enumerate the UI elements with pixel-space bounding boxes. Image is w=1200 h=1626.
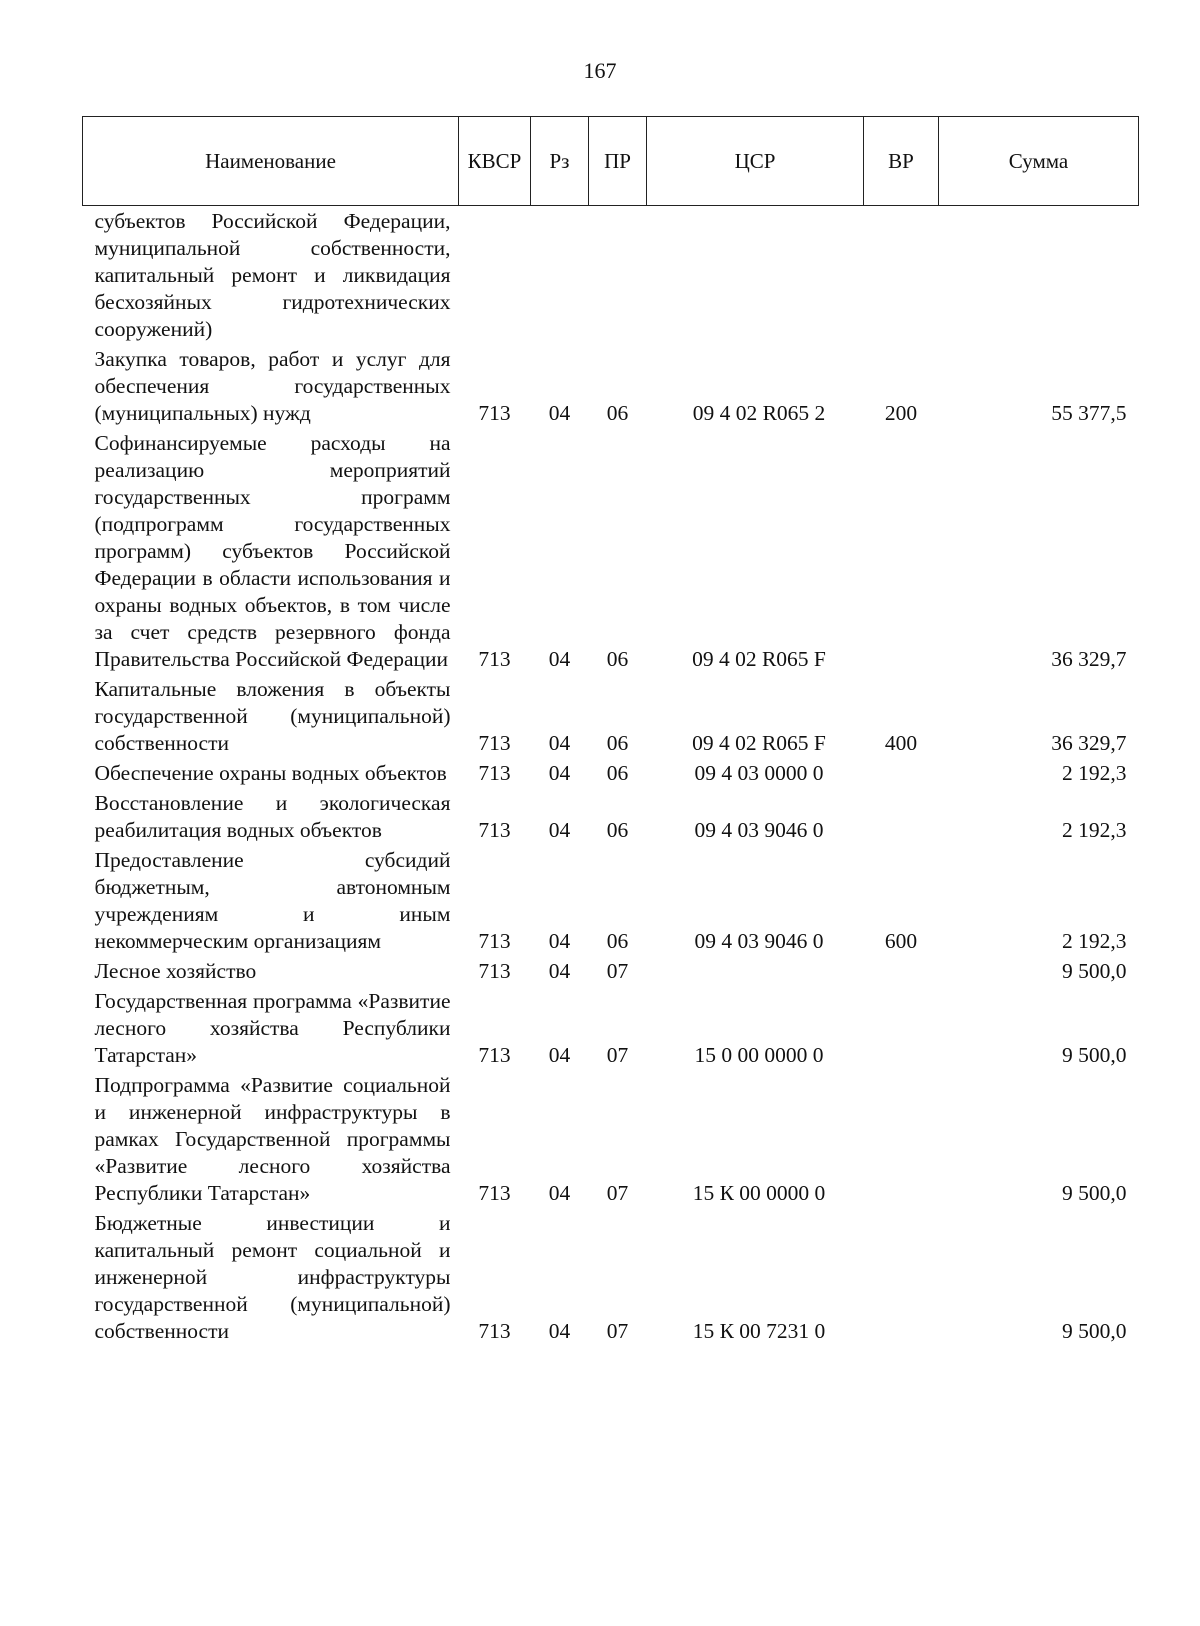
row-kvsr: 713 [478, 731, 511, 755]
row-name: Софинансируемые расходы на реализацию мероприятий государственных программ (подпрограмм государственных программ) субъектов Российской Федерации в области использования и охраны водных объектов, в том числе за счет средств резервного фонда Правительства Российской Федерации [94, 431, 451, 671]
row-kvsr: 713 [478, 1181, 511, 1205]
row-rz: 04 [548, 818, 571, 842]
table-row [83, 790, 1139, 847]
row-csr: 09 4 03 9046 0 [694, 929, 824, 953]
header-name: Наименование [83, 117, 459, 206]
row-csr: 15 0 00 0000 0 [694, 1043, 824, 1067]
row-pr: 06 [606, 647, 629, 671]
table-row [83, 847, 1139, 958]
row-pr: 06 [606, 401, 629, 425]
row-pr: 07 [606, 959, 629, 983]
row-sum [939, 206, 1139, 347]
row-pr: 07 [606, 1319, 629, 1343]
row-rz: 04 [548, 761, 571, 785]
row-rz: 04 [548, 1043, 571, 1067]
header-rz: Рз [531, 117, 589, 206]
row-rz: 04 [548, 647, 571, 671]
row-name: Обеспечение охраны водных объектов [94, 761, 447, 785]
table-row [83, 1072, 1139, 1210]
row-csr: 09 4 03 0000 0 [694, 761, 824, 785]
row-csr [647, 958, 864, 988]
row-kvsr: 713 [478, 761, 511, 785]
row-sum: 2 192,3 [1062, 818, 1127, 842]
row-pr: 06 [606, 818, 629, 842]
table-body [83, 206, 1139, 1349]
row-sum: 36 329,7 [1051, 731, 1127, 755]
row-pr: 06 [606, 761, 629, 785]
table-row [83, 958, 1139, 988]
row-kvsr: 713 [478, 959, 511, 983]
row-csr [647, 206, 864, 347]
row-vr [864, 1210, 939, 1348]
row-vr [864, 760, 939, 790]
row-csr: 09 4 02 R065 2 [692, 401, 826, 425]
header-csr: ЦСР [647, 117, 864, 206]
row-csr: 15 К 00 0000 0 [692, 1181, 826, 1205]
row-pr: 07 [606, 1181, 629, 1205]
row-name: Восстановление и экологическая реабилитация водных объектов [94, 791, 451, 842]
row-name: Предоставление субсидий бюджетным, автономным учреждениям и иным некоммерческим организациям [94, 848, 451, 953]
row-rz: 04 [548, 1181, 571, 1205]
row-sum: 9 500,0 [1062, 1319, 1127, 1343]
header-vr: ВР [864, 117, 939, 206]
row-vr: 600 [884, 929, 918, 953]
row-rz: 04 [548, 401, 571, 425]
header-sum: Сумма [939, 117, 1139, 206]
row-vr [864, 988, 939, 1072]
row-rz: 04 [548, 731, 571, 755]
row-vr: 400 [884, 731, 918, 755]
row-vr [864, 430, 939, 676]
row-csr: 09 4 02 R065 F [692, 731, 826, 755]
row-name: Государственная программа «Развитие лесного хозяйства Республики Татарстан» [94, 989, 451, 1067]
table-row [83, 206, 1139, 347]
row-name: Бюджетные инвестиции и капитальный ремонт социальной и инженерной инфраструктуры государственной (муниципальной) собственности [94, 1211, 451, 1343]
row-kvsr: 713 [478, 401, 511, 425]
row-rz: 04 [548, 1319, 571, 1343]
row-kvsr: 713 [478, 929, 511, 953]
table-row [83, 1210, 1139, 1348]
row-name: Закупка товаров, работ и услуг для обеспечения государственных (муниципальных) нужд [94, 347, 451, 425]
row-vr [864, 958, 939, 988]
header-pr: ПР [589, 117, 647, 206]
row-kvsr: 713 [478, 1043, 511, 1067]
row-sum: 9 500,0 [1062, 959, 1127, 983]
row-name: субъектов Российской Федерации, муниципальной собственности, капитальный ремонт и ликвидация бесхозяйных гидротехнических сооружений) [94, 209, 451, 341]
row-rz: 04 [548, 929, 571, 953]
row-pr: 07 [606, 1043, 629, 1067]
row-name: Лесное хозяйство [94, 959, 257, 983]
row-pr: 06 [606, 929, 629, 953]
row-sum: 2 192,3 [1062, 929, 1127, 953]
row-kvsr: 713 [478, 1319, 511, 1343]
row-vr [864, 790, 939, 847]
row-kvsr: 713 [478, 647, 511, 671]
row-rz: 04 [548, 959, 571, 983]
row-sum: 55 377,5 [1051, 401, 1127, 425]
page-number: 167 [583, 58, 617, 83]
row-rz [531, 206, 589, 347]
row-pr [589, 206, 647, 347]
row-sum: 36 329,7 [1051, 647, 1127, 671]
row-csr: 09 4 03 9046 0 [694, 818, 824, 842]
table-row [83, 760, 1139, 790]
table-row [83, 676, 1139, 760]
budget-table [82, 116, 1139, 1348]
row-vr [864, 1072, 939, 1210]
row-pr: 06 [606, 731, 629, 755]
row-csr: 15 К 00 7231 0 [692, 1319, 826, 1343]
row-vr [864, 206, 939, 347]
row-name: Подпрограмма «Развитие социальной и инженерной инфраструктуры в рамках Государственной программы «Развитие лесного хозяйства Республики Татарстан» [94, 1073, 451, 1205]
row-name: Капитальные вложения в объекты государственной (муниципальной) собственности [94, 677, 451, 755]
row-sum: 2 192,3 [1062, 761, 1127, 785]
row-kvsr [459, 206, 531, 347]
table-header [83, 117, 1139, 206]
table-row [83, 988, 1139, 1072]
row-sum: 9 500,0 [1062, 1181, 1127, 1205]
row-csr: 09 4 02 R065 F [692, 647, 826, 671]
row-sum: 9 500,0 [1062, 1043, 1127, 1067]
table-row [83, 430, 1139, 676]
header-kvsr: КВСР [459, 117, 531, 206]
row-kvsr: 713 [478, 818, 511, 842]
row-vr: 200 [884, 401, 918, 425]
table-row [83, 346, 1139, 430]
